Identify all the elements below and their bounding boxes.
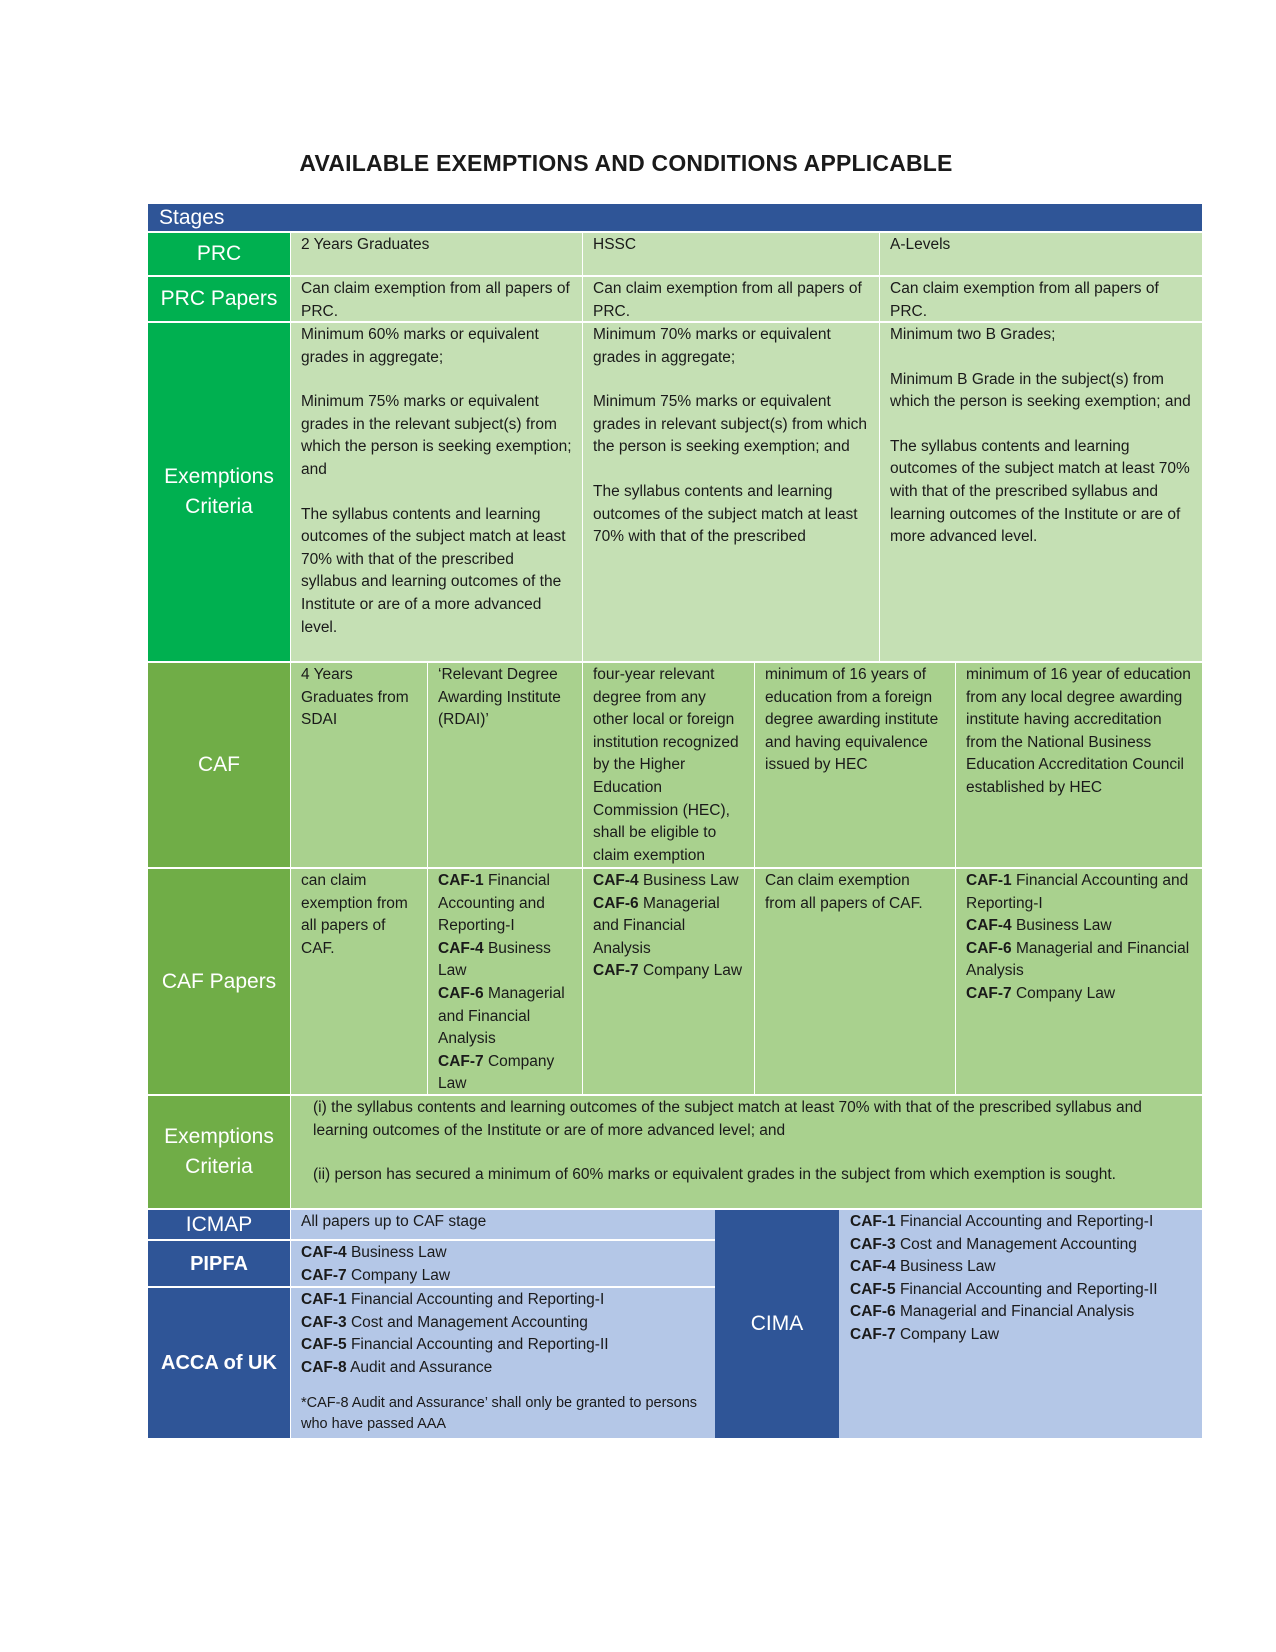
grid-line [148, 275, 1202, 277]
prc-criteria-label-1: Exemptions [164, 465, 274, 488]
paper-name: Cost and Management Accounting [350, 1313, 588, 1331]
paper-code: CAF-7 [438, 1052, 484, 1070]
grid-line [754, 662, 755, 1095]
caf-row-header [148, 662, 290, 868]
paper-name: Business Law [438, 939, 551, 980]
paper-entry [850, 1234, 1192, 1257]
prc-papers-alevel [879, 276, 1202, 322]
grid-line [290, 232, 291, 1438]
caf-col-rdai-header [427, 662, 582, 868]
page-title: AVAILABLE EXEMPTIONS AND CONDITIONS APPLICABLE [299, 150, 953, 176]
paper-entry [438, 1051, 572, 1096]
paper-entry [593, 893, 744, 961]
prc-papers-hssc-text: Can claim exemption from all papers of PRC. [593, 280, 862, 320]
acca-label: ACCA of UK [161, 1351, 277, 1374]
stages-header [148, 204, 1202, 232]
prc-criteria-label-2: Criteria [185, 495, 253, 518]
paper-entry [301, 1242, 705, 1265]
paper-code: CAF-4 [438, 939, 484, 957]
paper-name: Managerial and Financial Analysis [966, 939, 1190, 980]
prc-col-hssc-header [582, 232, 879, 276]
prc-criteria-hssc [582, 322, 879, 662]
prc-col-alevel-header [879, 232, 1202, 276]
paper-code: CAF-4 [301, 1244, 347, 1261]
paper-entry [438, 983, 572, 1051]
prc-col-hssc-label: HSSC [593, 236, 637, 253]
paper-name: Managerial and Financial Analysis [593, 894, 720, 957]
paper-code: CAF-7 [301, 1266, 347, 1284]
caf-criteria-label-2: Criteria [185, 1155, 253, 1178]
criteria-paragraph: The syllabus contents and learning outcomes of the subject match at least 70% with that of the prescribed [593, 482, 858, 546]
prc-label: PRC [196, 242, 242, 265]
paper-entry [438, 870, 572, 938]
paper-code: CAF-3 [850, 1235, 896, 1253]
paper-entry [850, 1211, 1192, 1234]
caf-criteria-row-header [148, 1095, 290, 1209]
prc-col-grad-label: 2 Years Graduates [301, 236, 430, 253]
paper-entry [301, 1334, 705, 1357]
grid-line [582, 232, 583, 662]
grid-line [148, 231, 1202, 233]
prc-papers-row-header [148, 276, 290, 322]
grid-line [148, 867, 1202, 869]
paper-entry [850, 1279, 1192, 1302]
caf-criteria-label-1: Exemptions [164, 1125, 274, 1148]
criteria-paragraph: Minimum 60% marks or equivalent grades in aggregate; [301, 326, 539, 366]
paper-code: CAF-7 [850, 1325, 896, 1343]
paper-code: CAF-7 [593, 962, 639, 980]
caf-col-hec-label: four-year relevant degree from any other local or foreign institution recognized by the Higher Education Commission (HEC), shall be eligible to claim exemption [593, 666, 739, 864]
caf-papers-rdai [427, 868, 582, 1095]
cima-label: CIMA [750, 1311, 804, 1335]
paper-code: CAF-1 [301, 1291, 347, 1308]
caf-papers-foreign [754, 868, 955, 1095]
paper-entry [301, 1265, 705, 1288]
icmap-papers [290, 1209, 715, 1240]
paper-entry [966, 870, 1192, 915]
paper-name: Managerial and Financial Analysis [438, 984, 565, 1048]
paper-code: CAF-4 [850, 1258, 896, 1276]
prc-row-header [148, 232, 290, 276]
criteria-paragraph: (i) the syllabus contents and learning outcomes of the subject match at least 70% with that of the prescribed syllabus and learning outcomes of the Institute or are of more advanced level; and [313, 1099, 1142, 1139]
criteria-paragraph: The syllabus contents and learning outcomes of the subject match at least 70% with that of the prescribed syllabus and learning outcomes of the Institute or are of a more advanced level. [301, 505, 566, 636]
prc-criteria-row-header [148, 322, 290, 662]
paper-name: Company Law [1015, 984, 1116, 1002]
paper-entry [438, 938, 572, 983]
grid-line [955, 662, 956, 1095]
paper-name: Financial Accounting and Reporting-II [899, 1280, 1158, 1298]
criteria-paragraph: Minimum 70% marks or equivalent grades in aggregate; [593, 326, 831, 366]
caf-col-foreign-label: minimum of 16 years of education from a foreign degree awarding institute and having equivalence issued by HEC [765, 666, 939, 774]
cima-row-header [715, 1209, 839, 1438]
caf-col-foreign-header [754, 662, 955, 868]
paper-entry [850, 1256, 1192, 1279]
icmap-label: ICMAP [185, 1212, 253, 1236]
paper-entry [593, 870, 744, 893]
paper-name: Company Law [899, 1325, 1000, 1343]
criteria-paragraph: Minimum B Grade in the subject(s) from which the person is seeking exemption; and [890, 370, 1191, 411]
paper-entry [301, 1289, 705, 1312]
cima-papers [839, 1209, 1202, 1438]
paper-name: Business Law [350, 1244, 447, 1261]
paper-code: CAF-7 [966, 984, 1012, 1002]
caf-col-nbeac-label: minimum of 16 year of education from any local degree awarding institute having accreditation from the National Business Education Accreditation Council established by HEC [966, 666, 1191, 796]
prc-papers-hssc [582, 276, 879, 322]
acca-row-header [148, 1287, 290, 1438]
paper-name: Financial Accounting and Reporting-I [438, 872, 550, 935]
paper-code: CAF-1 [850, 1213, 896, 1230]
paper-name: Cost and Management Accounting [899, 1235, 1137, 1253]
paper-code: CAF-4 [593, 872, 639, 889]
criteria-paragraph: (ii) person has secured a minimum of 60% marks or equivalent grades in the subject from which exemption is sought. [313, 1166, 1116, 1184]
paper-entry [301, 1357, 705, 1380]
caf-criteria [290, 1095, 1202, 1209]
paper-name: Audit and Assurance [350, 1358, 493, 1376]
grid-line [148, 321, 1202, 323]
prc-criteria-alevel [879, 322, 1202, 662]
icmap-papers-text: All papers up to CAF stage [301, 1213, 487, 1230]
caf-col-sdai-label: 4 Years Graduates from SDAI [301, 666, 409, 729]
paper-code: CAF-5 [301, 1336, 347, 1354]
caf-papers-label: CAF Papers [161, 969, 277, 993]
caf-papers-row-header [148, 868, 290, 1095]
grid-line [148, 1094, 1202, 1096]
grid-line [148, 1286, 715, 1288]
criteria-paragraph: Minimum 75% marks or equivalent grades in the relevant subject(s) from which the person is seeking exemption; and [301, 393, 572, 478]
paper-entry [850, 1301, 1192, 1324]
prc-papers-alevel-text: Can claim exemption from all papers of PRC. [890, 280, 1159, 320]
criteria-paragraph: The syllabus contents and learning outcomes of the subject match at least 70% with that of the prescribed syllabus and learning outcomes of the Institute or are of more advanced level. [890, 437, 1190, 546]
prc-papers-grad-text: Can claim exemption from all papers of PRC. [301, 280, 570, 320]
paper-name: Company Law [438, 1052, 555, 1093]
paper-entry [966, 915, 1192, 938]
paper-name: Financial Accounting and Reporting-I [966, 872, 1189, 912]
paper-code: CAF-4 [966, 917, 1012, 935]
paper-code: CAF-8 [301, 1358, 347, 1376]
paper-entry [966, 983, 1192, 1006]
paper-name: Business Law [899, 1258, 996, 1276]
caf-papers-foreign-text: Can claim exemption from all papers of CAF. [765, 872, 923, 912]
paper-code: CAF-6 [593, 894, 639, 912]
caf-papers-nbeac [955, 868, 1202, 1095]
grid-line [427, 662, 428, 1095]
paper-entry [850, 1324, 1192, 1347]
grid-line [148, 661, 1202, 663]
acca-papers [290, 1287, 715, 1438]
paper-code: CAF-5 [850, 1280, 896, 1298]
grid-line [148, 1239, 715, 1241]
pipfa-papers [290, 1240, 715, 1287]
icmap-row-header [148, 1209, 290, 1240]
paper-code: CAF-1 [438, 872, 484, 889]
paper-entry [301, 1312, 705, 1335]
prc-criteria-grad [290, 322, 582, 662]
paper-name: Company Law [350, 1266, 451, 1284]
grid-line [582, 662, 583, 1095]
acca-note: *CAF-8 Audit and Assurance’ shall only be granted to persons who have passed AAA [301, 1395, 698, 1433]
paper-name: Financial Accounting and Reporting-II [350, 1336, 609, 1354]
paper-code: CAF-6 [850, 1303, 896, 1321]
paper-entry [966, 938, 1192, 983]
caf-col-sdai-header [290, 662, 427, 868]
prc-papers-label: PRC Papers [160, 287, 278, 310]
caf-papers-sdai [290, 868, 427, 1095]
grid-line [148, 1208, 1202, 1210]
prc-col-grad-header [290, 232, 582, 276]
paper-code: CAF-6 [438, 984, 484, 1002]
criteria-paragraph: Minimum two B Grades; [890, 326, 1056, 343]
caf-papers-sdai-text: can claim exemption from all papers of CAF. [301, 872, 408, 957]
paper-name: Financial Accounting and Reporting-I [350, 1291, 605, 1308]
caf-col-nbeac-header [955, 662, 1202, 868]
paper-name: Managerial and Financial Analysis [899, 1303, 1135, 1321]
prc-papers-grad [290, 276, 582, 322]
paper-entry [593, 960, 744, 983]
paper-code: CAF-1 [966, 872, 1012, 889]
caf-papers-hec [582, 868, 754, 1095]
paper-name: Business Law [642, 872, 739, 889]
criteria-paragraph: Minimum 75% marks or equivalent grades in relevant subject(s) from which the person is seeking exemption; and [593, 393, 867, 456]
paper-name: Business Law [1015, 917, 1112, 935]
pipfa-row-header [148, 1240, 290, 1287]
paper-name: Company Law [642, 962, 743, 980]
caf-col-rdai-label: ‘Relevant Degree Awarding Institute (RDAI)’ [438, 666, 561, 729]
grid-line [879, 232, 880, 662]
paper-name: Financial Accounting and Reporting-I [899, 1213, 1154, 1230]
caf-col-hec-header [582, 662, 754, 868]
pipfa-label: PIPFA [190, 1252, 248, 1275]
prc-col-alevel-label: A-Levels [890, 236, 951, 253]
caf-label: CAF [198, 753, 240, 776]
paper-code: CAF-6 [966, 939, 1012, 957]
paper-code: CAF-3 [301, 1313, 347, 1331]
stages-label: Stages [159, 206, 225, 229]
